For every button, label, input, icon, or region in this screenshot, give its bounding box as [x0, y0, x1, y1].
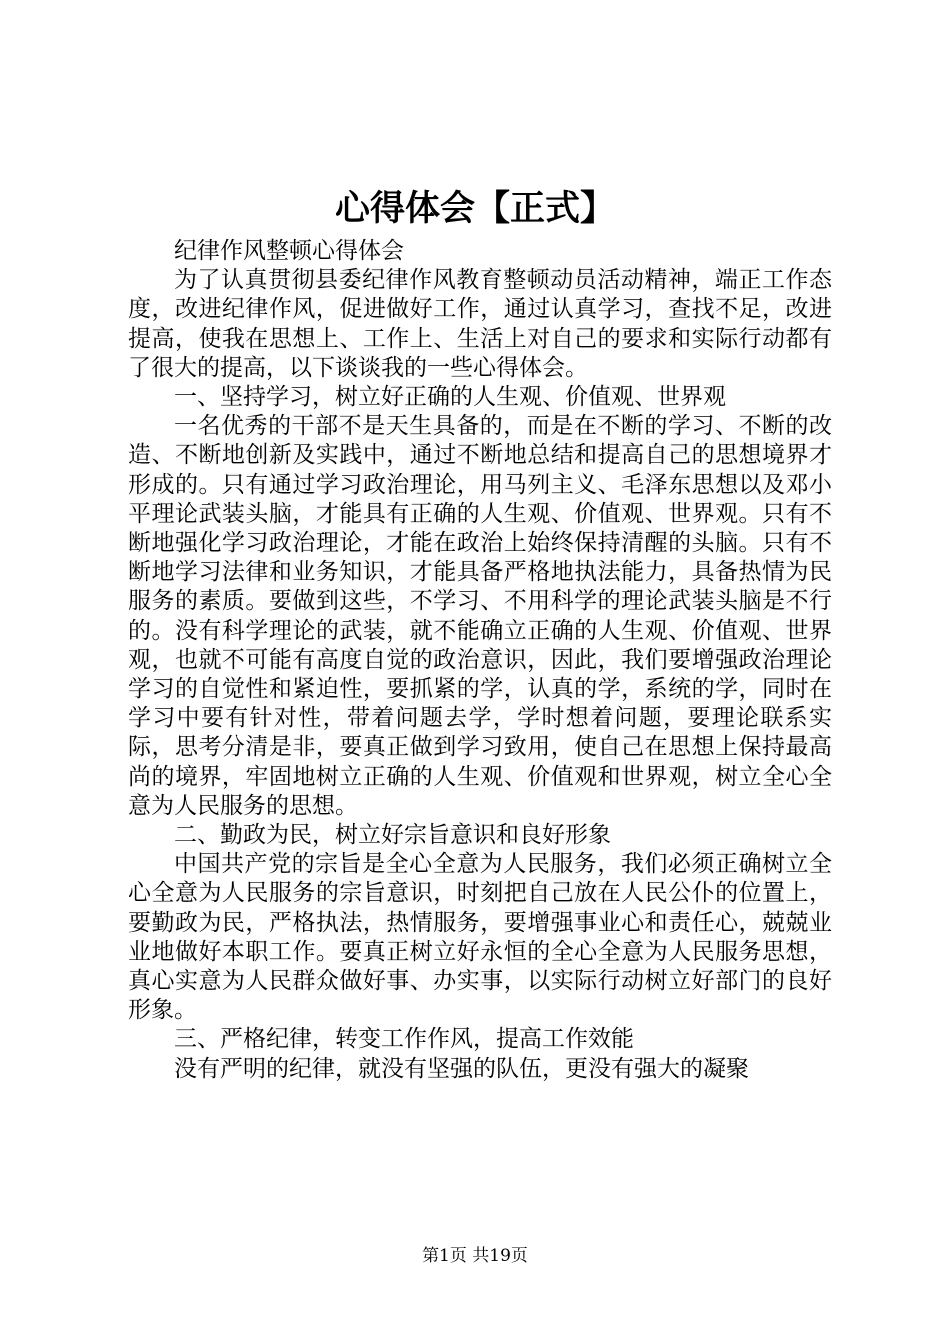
section-paragraph-3: 没有严明的纪律，就没有坚强的队伍，更没有强大的凝聚 [174, 1055, 749, 1082]
section-heading-1: 一、坚持学习，树立好正确的人生观、价值观、世界观 [174, 384, 726, 411]
document-body [128, 237, 832, 1084]
intro-paragraph: 为了认真贯彻县委纪律作风教育整顿动员活动精神，端正工作态度，改进纪律作风，促进做好工作，通过认真学习，查找不足，改进提高，使我在思想上、工作上、生活上对自己的要求和实际行动都有了很大的提高，以下谈谈我的一些心得体会。 [128, 267, 832, 381]
section-heading-3: 三、严格纪律，转变工作作风，提高工作效能 [174, 1026, 634, 1053]
section-heading-2: 二、勤政为民，树立好宗旨意识和良好形象 [174, 822, 611, 849]
document-title: 心得体会【正式】 [334, 188, 615, 229]
page-footer: 第1页 共19页 [422, 1246, 528, 1266]
section-paragraph-2: 中国共产党的宗旨是全心全意为人民服务，我们必须正确树立全心全意为人民服务的宗旨意识，时刻把自己放在人民公仆的位置上，要勤政为民，严格执法，热情服务，要增强事业心和责任心，兢兢业业地做好本职工作。要真正树立好永恒的全心全意为人民服务思想，真心实意为人民群众做好事、办实事，以实际行动树立好部门的良好形象。 [128, 851, 832, 1024]
section-paragraph-1: 一名优秀的干部不是天生具备的，而是在不断的学习、不断的改造、不断地创新及实践中，通过不断地总结和提高自己的思想境界才形成的。只有通过学习政治理论，用马列主义、毛泽东思想以及邓小平理论武装头脑，才能具有正确的人生观、价值观、世界观。只有不断地强化学习政治理论，才能在政治上始终保持清醒的头脑。只有不断地学习法律和业务知识，才能具备严格地执法能力，具备热情为民服务的素质。要做到这些，不学习、不用科学的理论武装头脑是不行的。没有科学理论的武装，就不能确立正确的人生观、价值观、世界观，也就不可能有高度自觉的政治意识，因此，我们要增强政治理论学习的自觉性和紧迫性，要抓紧的学，认真的学，系统的学，同时在学习中要有针对性，带着问题去学，学时想着问题，要理论联系实际，思考分清是非，要真正做到学习致用，使自己在思想上保持最高尚的境界，牢固地树立正确的人生观、价值观和世界观，树立全心全意为人民服务的思想。 [128, 413, 832, 819]
subtitle-paragraph: 纪律作风整顿心得体会 [174, 238, 404, 264]
